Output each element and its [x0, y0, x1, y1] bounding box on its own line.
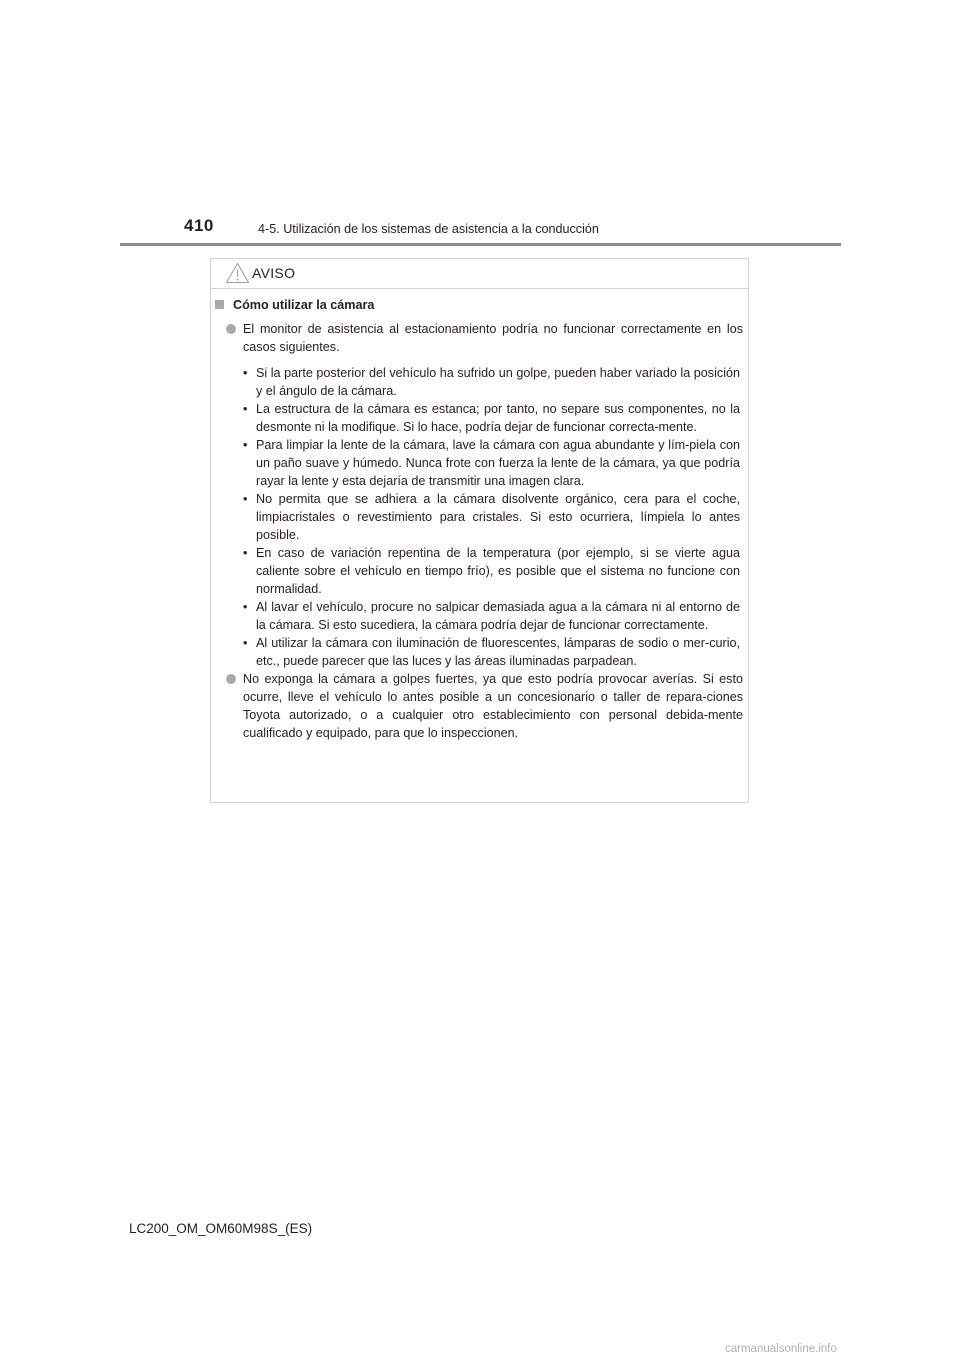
- subheading: [214, 296, 750, 314]
- warning-box: [210, 258, 749, 803]
- warning-header: [211, 259, 748, 289]
- sub-bullet-item: • En caso de variación repentina de la temperatura (por ejemplo, si se vierte agua caliente sobre el vehículo en tiempo frío), es posible que el sistema no funcione con normalidad.: [243, 546, 740, 596]
- circle-bullet-icon: [226, 674, 236, 684]
- sub-bullet-list: [211, 364, 750, 670]
- list-item: [243, 320, 743, 356]
- list-item: [243, 670, 743, 742]
- document-code: LC200_OM_OM60M98S_(ES): [129, 1221, 313, 1236]
- sub-bullet-item: • Al lavar el vehículo, procure no salpicar demasiada agua a la cámara ni al entorno de la cámara. Si esto sucediera, la cámara podría dejar de funcionar correctamente.: [243, 600, 740, 632]
- page-number: 410: [184, 216, 214, 235]
- square-bullet-icon: [215, 300, 224, 309]
- section-title: 4-5. Utilización de los sistemas de asistencia a la conducción: [258, 222, 599, 236]
- warning-label: AVISO: [252, 265, 296, 281]
- sub-bullet-item: • Si la parte posterior del vehículo ha sufrido un golpe, pueden haber variado la posición y el ángulo de la cámara.: [243, 366, 740, 398]
- sub-bullet-item: • No permita que se adhiera a la cámara disolvente orgánico, cera para el coche, limpiacristales o revestimiento para cristales. Si esto ocurriera, límpiela lo antes posible.: [243, 492, 740, 542]
- header-rule: [120, 243, 841, 246]
- list-item-text: El monitor de asistencia al estacionamiento podría no funcionar correctamente en los casos siguientes.: [243, 322, 743, 354]
- warning-content: [211, 296, 750, 742]
- warning-triangle-icon: [225, 262, 250, 284]
- circle-bullet-icon: [226, 324, 236, 334]
- sub-bullet-item: • Al utilizar la cámara con iluminación de fluorescentes, lámparas de sodio o mer-curio, etc., puede parecer que las luces y las áreas iluminadas parpadean.: [243, 636, 740, 668]
- sub-bullet-item: • Para limpiar la lente de la cámara, lave la cámara con agua abundante y lím-piela con un paño suave y húmedo. Nunca frote con fuerza la lente de la cámara, ya que podría rayar la lente y esta dejaría de transmitir una imagen clara.: [243, 438, 740, 488]
- subheading-text: Cómo utilizar la cámara: [233, 298, 375, 312]
- sub-bullet-item: • La estructura de la cámara es estanca; por tanto, no separe sus componentes, no la desmonte ni la modifique. Si lo hace, podría dejar de funcionar correcta-mente.: [243, 402, 740, 434]
- list-item-text: No exponga la cámara a golpes fuertes, ya que esto podría provocar averías. Si esto ocurre, lleve el vehículo lo antes posible a un concesionario o taller de repara-ciones Toyota autorizado, o a cualquier otro establecimiento con personal debida-mente cualificado y equipado, para que lo inspeccionen.: [243, 672, 743, 740]
- watermark[interactable]: carmanualsonline.info: [725, 1343, 837, 1355]
